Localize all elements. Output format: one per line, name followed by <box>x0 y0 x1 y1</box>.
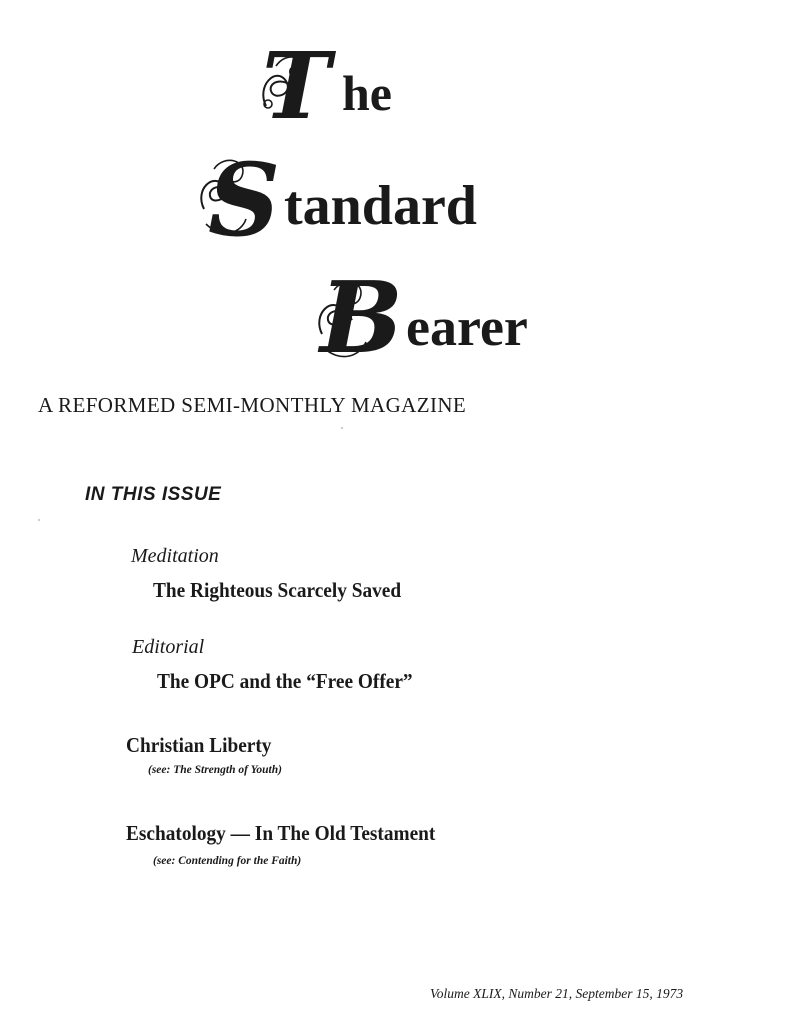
masthead-text-tandard: tandard <box>284 175 477 237</box>
masthead-the <box>262 32 392 140</box>
item-see-note: (see: The Strength of Youth) <box>148 764 282 776</box>
item-title: The OPC and the “Free Offer” <box>157 669 413 693</box>
item-category: Meditation <box>131 545 219 567</box>
masthead-initial-b: B <box>320 270 406 368</box>
contents-item-eschatology <box>126 821 462 867</box>
masthead-standard <box>208 141 477 259</box>
item-see-note: (see: Contending for the Faith) <box>153 855 302 867</box>
item-title: Eschatology — In The Old Testament <box>126 821 436 845</box>
masthead-bearer <box>320 261 528 376</box>
issue-volume-info: Volume XLIX, Number 21, September 15, 1973 <box>430 986 684 1001</box>
item-title: Christian Liberty <box>126 733 272 757</box>
item-title: The Righteous Scarcely Saved <box>153 578 402 602</box>
in-this-issue-heading: IN THIS ISSUE <box>85 484 222 505</box>
paper-speck <box>38 519 40 521</box>
masthead-text-he: he <box>342 65 392 121</box>
contents-item-editorial <box>132 636 435 694</box>
paper-speck <box>341 427 343 429</box>
masthead-initial-t: T <box>262 40 342 132</box>
masthead-text-earer: earer <box>406 297 528 357</box>
contents-item-meditation <box>131 545 423 603</box>
contents-item-christian-liberty <box>126 733 284 776</box>
masthead-initial-s: S <box>208 150 284 250</box>
item-category: Editorial <box>132 636 205 658</box>
magazine-tagline: A REFORMED SEMI-MONTHLY MAGAZINE <box>38 393 467 417</box>
